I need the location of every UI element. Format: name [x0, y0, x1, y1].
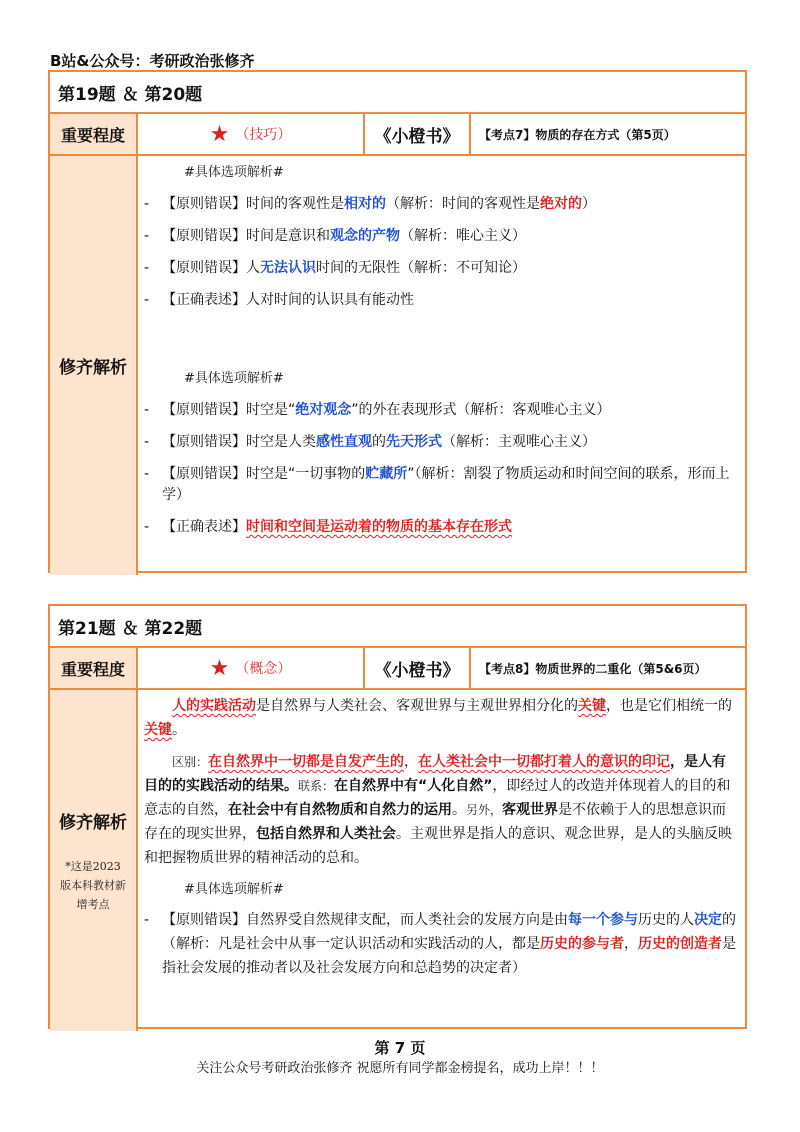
- analysis-row: [50, 156, 745, 575]
- side-note: *这是2023版本科教材新增考点: [60, 859, 126, 911]
- analysis-side: [50, 690, 138, 1031]
- paragraph: 人的实践活动是自然界与人类社会、客观世界与主观世界相分化的关键，也是它们相统一的关键。: [144, 698, 732, 738]
- meta-row: [50, 648, 745, 690]
- list-item: - 【原则错误】自然界受自然规律支配，而人类社会的发展方向是由每一个参与历史的人决定的（解析：凡是社会中从事一定认识活动和实践活动的人，都是历史的参与者，历史的创造者是指社会发展的推动者以及社会发展方向和总趋势的决定者）: [144, 912, 736, 976]
- page-number: 第 7 页: [374, 1039, 426, 1057]
- subheading: #具体选项解析#: [184, 371, 284, 386]
- kaodian-label: 【考点7】物质的存在方式（第5页）: [479, 127, 676, 142]
- section-19-20: [48, 70, 747, 573]
- list-item: - 【原则错误】时间是意识和观念的产物（解析：唯心主义）: [144, 228, 526, 244]
- importance-label: 重要程度: [50, 114, 138, 154]
- kaodian-label: 【考点8】物质世界的二重化（第5&6页）: [479, 661, 707, 676]
- star-icon: ★: [209, 121, 230, 147]
- analysis-side: [50, 156, 138, 575]
- header-text: B站&公众号：考研政治张修齐: [50, 52, 255, 70]
- subheading: #具体选项解析#: [184, 165, 284, 180]
- analysis-label: 修齐解析: [59, 812, 127, 833]
- analysis-content: [138, 156, 745, 575]
- importance-rating: [138, 114, 365, 154]
- list-item: - 【原则错误】时空是人类感性直观的先天形式（解析：主观唯心主义）: [144, 434, 596, 450]
- rating-tag: （技巧）: [235, 127, 292, 143]
- list-item: - 【正确表述】时间和空间是运动着的物质的基本存在形式: [144, 519, 512, 535]
- analysis-content: [138, 690, 745, 1031]
- list-item: - 【原则错误】时空是“绝对观念”的外在表现形式（解析：客观唯心主义）: [144, 402, 611, 418]
- book-title: 《小橙书》: [365, 648, 471, 688]
- analysis-label: 修齐解析: [59, 358, 127, 378]
- book-title: 《小橙书》: [365, 114, 471, 154]
- star-icon: ★: [209, 655, 230, 681]
- list-item: - 【正确表述】人对时间的认识具有能动性: [144, 292, 414, 308]
- section-title: 第21题 ＆ 第22题: [50, 606, 745, 648]
- analysis-row: [50, 690, 745, 1031]
- importance-label: 重要程度: [50, 648, 138, 688]
- footer-text: 关注公众号考研政治张修齐 祝愿所有同学都金榜提名，成功上岸！！！: [196, 1061, 604, 1076]
- section-21-22: [48, 604, 747, 1029]
- meta-row: [50, 114, 745, 156]
- list-item: - 【原则错误】时间的客观性是相对的（解析：时间的客观性是绝对的）: [144, 196, 596, 212]
- subheading: #具体选项解析#: [184, 882, 284, 897]
- rating-tag: （概念）: [235, 661, 292, 677]
- section-title: 第19题 ＆ 第20题: [50, 72, 745, 114]
- list-item: - 【原则错误】时空是“一切事物的贮藏所”（解析：割裂了物质运动和时间空间的联系，形而上学）: [144, 466, 730, 503]
- paragraph: 区别：在自然界中一切都是自发产生的，在人类社会中一切都打着人的意识的印记，是人有目的的实践活动的结果。联系：在自然界中有“人化自然”，即经过人的改造并体现着人的目的和意志的自然，在社会中有自然物质和自然力的运用。另外，客观世界是不依赖于人的思想意识而存在的现实世界，包括自然界和人类社会。主观世界是指人的意识、观念世界，是人的头脑反映和把握物质世界的精神活动的总和。: [144, 754, 732, 866]
- importance-rating: [138, 648, 365, 688]
- list-item: - 【原则错误】人无法认识时间的无限性（解析：不可知论）: [144, 260, 526, 276]
